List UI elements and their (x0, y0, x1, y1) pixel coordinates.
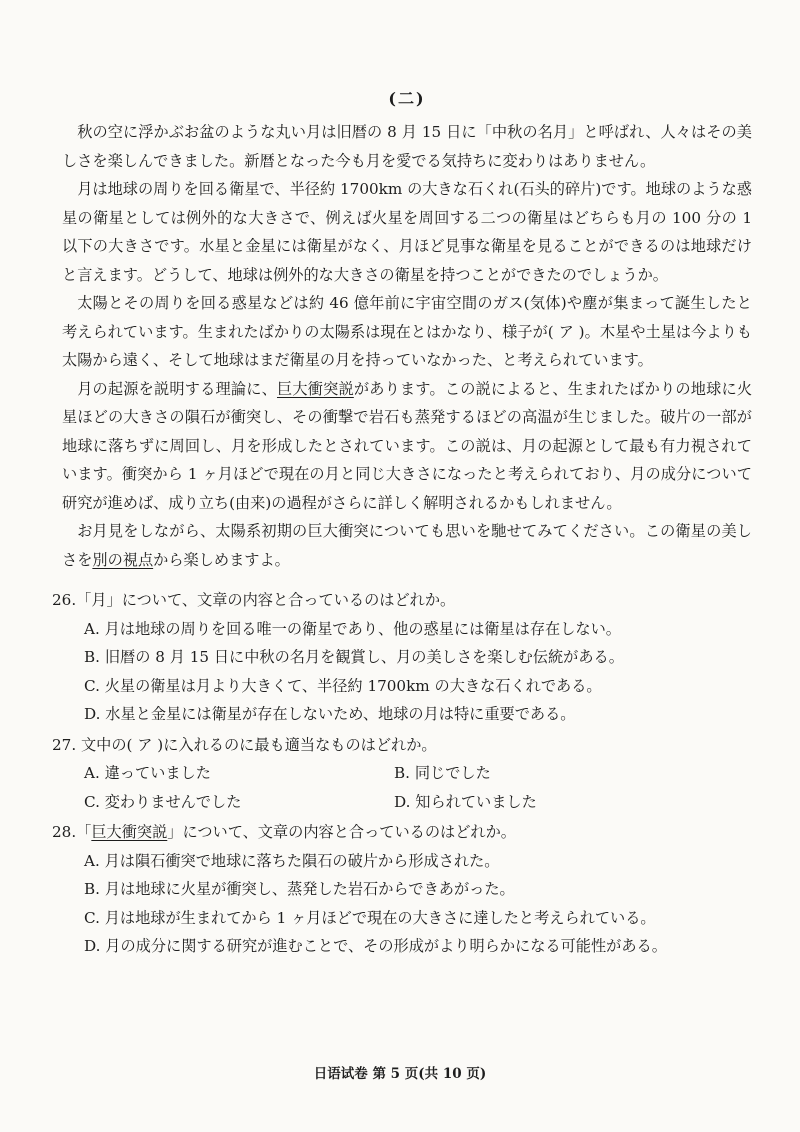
question-26-stem: 26.「月」について、文章の内容と合っているのはどれか。 (52, 591, 456, 609)
question-27-stem: 27. 文中の( ア )に入れるのに最も適当なものはどれか。 (52, 735, 437, 754)
underlined-term-giant-impact: 巨大衝突説 (276, 379, 354, 398)
passage-paragraph-5 (62, 517, 752, 574)
page-footer: 日语试卷 第 5 页(共 10 页) (313, 1066, 487, 1082)
question-26-option-d: D. 水星と金星には衛星が存在しないため、地球の月は特に重要である。 (84, 705, 576, 723)
paragraph-5-text-b: から楽しめますよ。 (153, 550, 290, 569)
paragraph-4-text-a: 月の起源を説明する理論に、 (77, 379, 277, 398)
passage-paragraph-1: 秋の空に浮かぶお盆のような丸い月は旧暦の 8 月 15 日に「中秋の名月」と呼ばれ、人々はその美しさを楽しんできました。新暦となった今も月を愛でる気持ちに変わりはありません。 (62, 123, 752, 170)
question-28-stem-a: 28.「 (52, 823, 92, 841)
question-27 (52, 731, 752, 817)
paragraph-5-text-a: お月見をしながら、太陽系初期の巨大衝突についても思いを馳せてみてください。この衛星の美しさを (62, 522, 752, 569)
question-28-stem-b: 」について、文章の内容と合っているのはどれか。 (167, 823, 516, 841)
question-27-option-c: C. 変わりませんでした (84, 792, 242, 811)
question-26-option-b: B. 旧暦の 8 月 15 日に中秋の名月を観賞し、月の美しさを楽しむ伝統がある。 (84, 648, 624, 666)
questions-section (52, 586, 752, 961)
underlined-term-other-viewpoint: 別の視点 (92, 550, 154, 569)
question-28-stem (52, 818, 752, 847)
question-28-option-a: A. 月は隕石衝突で地球に落ちた隕石の破片から形成された。 (84, 851, 500, 870)
question-26-option-c: C. 火星の衛星は月より大きくて、半径約 1700km の大きな石くれである。 (84, 676, 602, 695)
question-27-options (84, 759, 752, 816)
question-27-option-d: D. 知られていました (394, 792, 537, 811)
question-28-option-d: D. 月の成分に関する研究が進むことで、その形成がより明らかになる可能性がある。 (84, 937, 667, 955)
passage-paragraph-4 (62, 375, 752, 518)
question-28-option-b: B. 月は地球に火星が衝突し、蒸発した岩石からできあがった。 (84, 880, 515, 898)
section-title: (二) (388, 89, 426, 108)
passage-paragraph-3: 太陽とその周りを回る惑星などは約 46 億年前に宇宙空間のガス(気体)や塵が集まって誕生したと考えられています。生まれたばかりの太陽系は現在とはかなり、様子が( ア )。木星や土星は今よりも太陽から遠く、そして地球はまだ衛星の月を持っていなかった、と考えられています。 (62, 294, 752, 369)
question-28 (52, 818, 752, 961)
question-28-underlined-term: 巨大衝突説 (91, 823, 168, 841)
question-27-option-b: B. 同じでした (394, 764, 491, 782)
question-26 (52, 586, 752, 729)
question-26-option-a: A. 月は地球の周りを回る唯一の衛星であり、他の惑星には衛星は存在しない。 (84, 619, 621, 638)
passage-paragraph-2: 月は地球の周りを回る衛星で、半径約 1700km の大きな石くれ(石头的碎片)です。地球のような惑星の衛星としては例外的な大きさで、例えば火星を周回する二つの衛星はどちらも月の 100 分の 1 以下の大きさです。水星と金星には衛星がなく、月ほど見事な衛星を見ることができるのは地球だけと言えます。どうして、地球は例外的な大きさの衛星を持つことができたのでしょうか。 (62, 180, 752, 284)
paragraph-4-text-b: があります。この説によると、生まれたばかりの地球に火星ほどの大きさの隕石が衝突し、その衝撃で岩石も蒸発するほどの高温が生じました。破片の一部が地球に落ちずに周回し、月を形成したとされています。この説は、月の起源として最も有力視されています。衝突から 1 ヶ月ほどで現在の月と同じ大きさになったと考えられており、月の成分について研究が進めば、成り立ち(由来)の過程がさらに詳しく解明されるかもしれません。 (62, 379, 753, 512)
question-28-option-c: C. 月は地球が生まれてから 1 ヶ月ほどで現在の大きさに達したと考えられている。 (84, 908, 656, 927)
reading-passage (62, 118, 752, 574)
question-27-option-a: A. 違っていました (84, 764, 211, 782)
